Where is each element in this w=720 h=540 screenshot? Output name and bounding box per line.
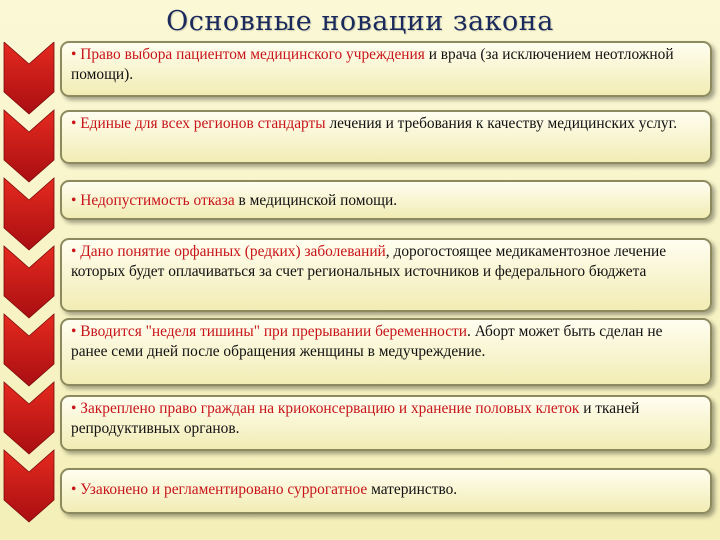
chevron-icon	[4, 382, 54, 454]
item-lead-text: • Вводится "неделя тишины" при прерывании беременности	[71, 323, 467, 340]
item-lead-text: • Дано понятие орфанных (редких) заболеваний	[71, 243, 386, 260]
item-rest-text: . Аборт может быть сделан не ранее семи дней после обращения женщины в медучреждение.	[71, 323, 663, 360]
chevron-icon	[4, 178, 54, 250]
chevron-icon	[4, 42, 54, 114]
item-box-4	[60, 238, 712, 312]
slide-title: Основные новации закона	[166, 6, 554, 37]
chevron-column	[0, 42, 58, 540]
item-rest-text: и тканей репродуктивных органов.	[71, 400, 640, 437]
item-box-3	[60, 180, 712, 220]
chevron-icon	[4, 110, 54, 182]
item-box-7	[60, 468, 712, 514]
item-box-2	[60, 110, 712, 164]
chevron-icon	[4, 450, 54, 522]
item-rest-text: и врача (за исключением неотложной помощи).	[71, 46, 674, 83]
item-lead-text: • Закреплено право граждан на криоконсервацию и хранение половых клеток	[71, 400, 580, 417]
item-box-5	[60, 318, 712, 386]
item-lead-text: • Единые для всех регионов стандарты	[71, 115, 326, 132]
item-rest-text: лечения и требования к качеству медицинских услуг.	[325, 115, 678, 132]
item-lead-text: • Узаконено и регламентировано суррогатное	[71, 481, 368, 498]
item-rest-text: в медицинской помощи.	[234, 192, 398, 209]
item-lead-text: • Недопустимость отказа	[71, 192, 235, 209]
item-box-6	[60, 395, 712, 451]
item-lead-text: • Право выбора пациентом медицинского учреждения	[71, 46, 425, 63]
chevron-icon	[4, 246, 54, 318]
item-rest-text: материнство.	[367, 481, 458, 498]
item-box-1	[60, 41, 712, 97]
item-rest-text: , дорогостоящее медикаментозное лечение которых будет оплачиваться за счет региональных источников и федерального бюджета	[71, 243, 667, 280]
chevron-icon	[4, 314, 54, 386]
